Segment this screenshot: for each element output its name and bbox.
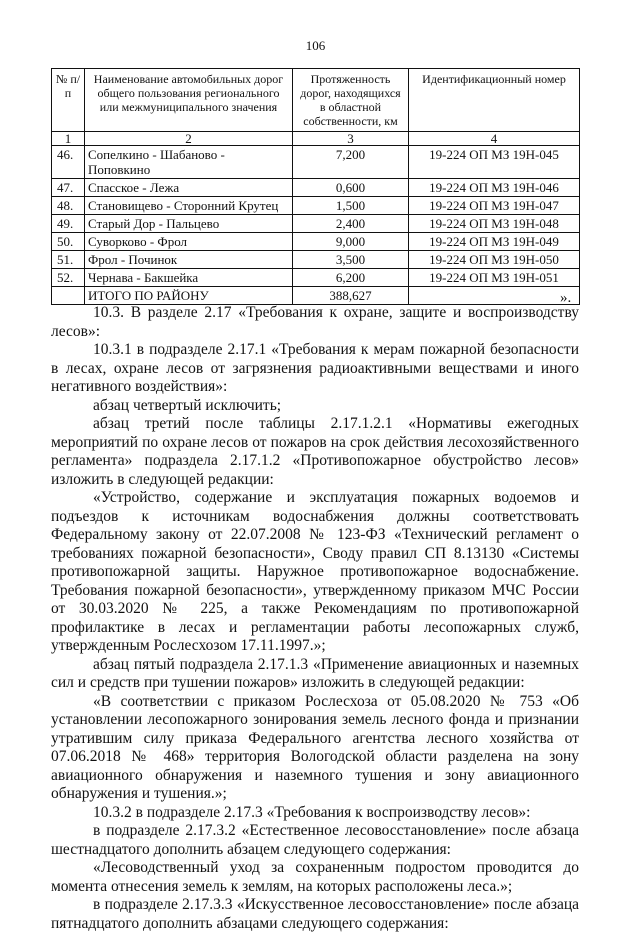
index-cell: 2 [85,132,293,146]
road-name: Спасское - Лежа [85,179,293,197]
table-row [52,179,580,197]
road-id: 19-224 ОП МЗ 19Н-051 [409,269,580,287]
row-number: 49. [52,215,85,233]
paragraph: абзац пятый подраздела 2.17.1.3 «Применение авиационных и наземных сил и средств при тушении пожаров» изложить в следующей редакции: [51,655,579,691]
road-name: Сопелкино - Шабаново - Поповкино [85,146,293,179]
table-row [52,146,580,179]
road-length: 0,600 [293,179,409,197]
row-number: 52. [52,269,85,287]
document-body [51,304,579,933]
road-id: 19-224 ОП МЗ 19Н-048 [409,215,580,233]
paragraph: в подразделе 2.17.3.3 «Искусственное лесовосстановление» после абзаца пятнадцатого дополнить абзацами следующего содержания: [51,896,579,932]
header-identifier: Идентификационный номер [409,69,580,132]
row-number: 47. [52,179,85,197]
paragraph: «Лесоводственный уход за сохраненным подростом проводится до момента отнесения земель к землям, на которых расположены леса.»; [51,859,579,895]
road-id: 19-224 ОП МЗ 19Н-050 [409,251,580,269]
total-label: ИТОГО ПО РАЙОНУ [85,287,293,305]
paragraph: 10.3. В разделе 2.17 «Требования к охране, защите и воспроизводству лесов»: [51,304,579,340]
road-id: 19-224 ОП МЗ 19Н-046 [409,179,580,197]
total-value: 388,627 [293,287,409,305]
header-number: № п/п [52,69,85,132]
closing-quote: ». [560,290,572,306]
total-empty-cell [52,287,85,305]
table-index-row [52,132,580,146]
paragraph: абзац третий после таблицы 2.17.1.2.1 «Нормативы ежегодных мероприятий по охране лесов от пожаров на срок действия лесохозяйственного регламента» подраздела 2.17.1.2 «Противопожарное обустройство лесов» изложить в следующей редакции: [51,415,579,488]
table-row [52,233,580,251]
table-header-row [52,69,580,132]
road-id: 19-224 ОП МЗ 19Н-049 [409,233,580,251]
road-name: Суворково - Фрол [85,233,293,251]
paragraph: «Устройство, содержание и эксплуатация пожарных водоемов и подъездов к источникам водоснабжения должны соответствовать Федеральному закону от 22.07.2008 № 123-ФЗ «Технический регламент о требованиях пожарной безопасности», Своду правил СП 8.13130 «Системы противопожарной защиты. Наружное противопожарное водоснабжение. Требования пожарной безопасности», утвержденному приказом МЧС России от 30.03.2020 № 225, а также Рекомендациям по противопожарной профилактике в лесах и регламентации работы лесопожарных служб, утвержденным Рослесхозом 17.11.1997.»; [51,489,579,654]
paragraph: 10.3.2 в подразделе 2.17.3 «Требования к воспроизводству лесов»: [93,803,531,821]
road-name: Старый Дор - Пальцево [85,215,293,233]
index-cell: 1 [52,132,85,146]
header-length: Протяженность дорог, находящихся в областной собственности, км [293,69,409,132]
road-id: 19-224 ОП МЗ 19Н-045 [409,146,580,179]
row-number: 48. [52,197,85,215]
road-name: Фрол - Починок [85,251,293,269]
header-road-name: Наименование автомобильных дорог общего пользования регионального или межмуниципального значения [85,69,293,132]
paragraph: абзац четвертый исключить; [93,396,282,414]
roads-table [51,68,580,305]
row-number: 51. [52,251,85,269]
road-length: 6,200 [293,269,409,287]
table-row [52,251,580,269]
road-length: 1,500 [293,197,409,215]
road-length: 2,400 [293,215,409,233]
total-empty-cell [409,287,580,305]
road-id: 19-224 ОП МЗ 19Н-047 [409,197,580,215]
road-length: 3,500 [293,251,409,269]
paragraph: 10.3.1 в подразделе 2.17.1 «Требования к мерам пожарной безопасности в лесах, охране лесов от загрязнения радиоактивными веществами и иного негативного воздействия»: [51,341,579,395]
road-length: 9,000 [293,233,409,251]
row-number: 50. [52,233,85,251]
page-number: 106 [305,38,326,53]
index-cell: 4 [409,132,580,146]
table-row [52,215,580,233]
road-name: Становищево - Сторонний Крутец [85,197,293,215]
table-row [52,197,580,215]
paragraph: в подразделе 2.17.3.2 «Естественное лесовосстановление» после абзаца шестнадцатого дополнить абзацем следующего содержания: [51,822,579,858]
road-name: Чернава - Бакшейка [85,269,293,287]
index-cell: 3 [293,132,409,146]
road-length: 7,200 [293,146,409,179]
row-number: 46. [52,146,85,179]
table-row [52,269,580,287]
table-total-row [52,287,580,305]
paragraph: «В соответствии с приказом Рослесхоза от 05.08.2020 № 753 «Об установлении лесопожарного зонирования земель лесного фонда и признании утратившим силу приказа Федерального агентства лесного хозяйства от 07.06.2018 № 468» территория Вологодской области разделена на зону авиационного обнаружения и наземного тушения и зону авиационного обнаружения и тушения.»; [51,692,579,802]
